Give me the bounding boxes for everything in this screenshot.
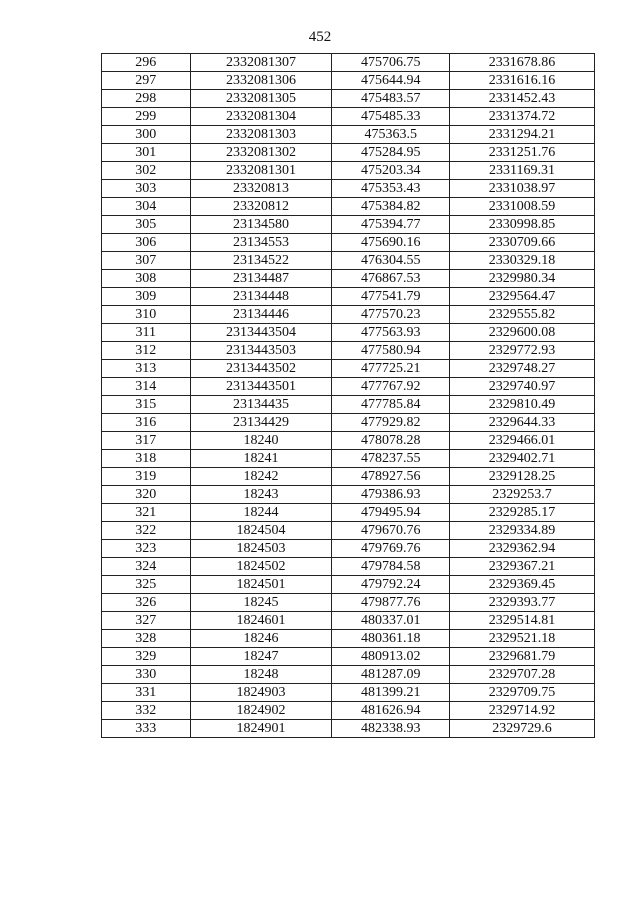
x-coordinate-cell: 477785.84 bbox=[332, 396, 450, 414]
y-coordinate-cell: 2331008.59 bbox=[450, 198, 595, 216]
y-coordinate-cell: 2330998.85 bbox=[450, 216, 595, 234]
point-code-cell: 1824502 bbox=[190, 558, 332, 576]
point-number-cell: 316 bbox=[102, 414, 191, 432]
point-code-cell: 18247 bbox=[190, 648, 332, 666]
point-number-cell: 301 bbox=[102, 144, 191, 162]
point-code-cell: 23320812 bbox=[190, 198, 332, 216]
table-row bbox=[102, 612, 595, 630]
table-row bbox=[102, 396, 595, 414]
point-number-cell: 304 bbox=[102, 198, 191, 216]
x-coordinate-cell: 475284.95 bbox=[332, 144, 450, 162]
table-row bbox=[102, 198, 595, 216]
point-number-cell: 328 bbox=[102, 630, 191, 648]
point-code-cell: 23134429 bbox=[190, 414, 332, 432]
x-coordinate-cell: 475384.82 bbox=[332, 198, 450, 216]
point-number-cell: 305 bbox=[102, 216, 191, 234]
point-code-cell: 23134446 bbox=[190, 306, 332, 324]
y-coordinate-cell: 2331251.76 bbox=[450, 144, 595, 162]
point-number-cell: 307 bbox=[102, 252, 191, 270]
table-row bbox=[102, 576, 595, 594]
table-row bbox=[102, 468, 595, 486]
y-coordinate-cell: 2329285.17 bbox=[450, 504, 595, 522]
point-code-cell: 2332081305 bbox=[190, 90, 332, 108]
point-code-cell: 2313443504 bbox=[190, 324, 332, 342]
table-row bbox=[102, 450, 595, 468]
table-row bbox=[102, 270, 595, 288]
point-number-cell: 300 bbox=[102, 126, 191, 144]
x-coordinate-cell: 480913.02 bbox=[332, 648, 450, 666]
x-coordinate-cell: 475203.34 bbox=[332, 162, 450, 180]
point-code-cell: 23134580 bbox=[190, 216, 332, 234]
point-code-cell: 18243 bbox=[190, 486, 332, 504]
x-coordinate-cell: 479495.94 bbox=[332, 504, 450, 522]
table-row bbox=[102, 54, 595, 72]
table-row bbox=[102, 180, 595, 198]
x-coordinate-cell: 479670.76 bbox=[332, 522, 450, 540]
table-row bbox=[102, 486, 595, 504]
y-coordinate-cell: 2329521.18 bbox=[450, 630, 595, 648]
point-number-cell: 325 bbox=[102, 576, 191, 594]
table-row bbox=[102, 126, 595, 144]
point-code-cell: 2332081304 bbox=[190, 108, 332, 126]
point-code-cell: 23134553 bbox=[190, 234, 332, 252]
table-row bbox=[102, 378, 595, 396]
point-number-cell: 323 bbox=[102, 540, 191, 558]
point-code-cell: 18242 bbox=[190, 468, 332, 486]
y-coordinate-cell: 2330329.18 bbox=[450, 252, 595, 270]
x-coordinate-cell: 479877.76 bbox=[332, 594, 450, 612]
point-code-cell: 23134448 bbox=[190, 288, 332, 306]
y-coordinate-cell: 2329714.92 bbox=[450, 702, 595, 720]
point-number-cell: 313 bbox=[102, 360, 191, 378]
x-coordinate-cell: 475644.94 bbox=[332, 72, 450, 90]
point-code-cell: 1824902 bbox=[190, 702, 332, 720]
table-row bbox=[102, 306, 595, 324]
point-code-cell: 2313443503 bbox=[190, 342, 332, 360]
table-row bbox=[102, 324, 595, 342]
x-coordinate-cell: 476867.53 bbox=[332, 270, 450, 288]
x-coordinate-cell: 475706.75 bbox=[332, 54, 450, 72]
table-row bbox=[102, 342, 595, 360]
table-row bbox=[102, 414, 595, 432]
point-code-cell: 1824504 bbox=[190, 522, 332, 540]
point-code-cell: 2332081306 bbox=[190, 72, 332, 90]
point-number-cell: 299 bbox=[102, 108, 191, 126]
coordinates-table bbox=[101, 53, 595, 738]
point-code-cell: 18245 bbox=[190, 594, 332, 612]
y-coordinate-cell: 2329253.7 bbox=[450, 486, 595, 504]
y-coordinate-cell: 2329740.97 bbox=[450, 378, 595, 396]
x-coordinate-cell: 478927.56 bbox=[332, 468, 450, 486]
table-row bbox=[102, 72, 595, 90]
table-row bbox=[102, 162, 595, 180]
x-coordinate-cell: 477541.79 bbox=[332, 288, 450, 306]
table-body bbox=[102, 54, 595, 738]
point-code-cell: 2313443501 bbox=[190, 378, 332, 396]
point-number-cell: 317 bbox=[102, 432, 191, 450]
x-coordinate-cell: 479769.76 bbox=[332, 540, 450, 558]
point-number-cell: 312 bbox=[102, 342, 191, 360]
table-row bbox=[102, 558, 595, 576]
point-code-cell: 2332081301 bbox=[190, 162, 332, 180]
point-number-cell: 298 bbox=[102, 90, 191, 108]
y-coordinate-cell: 2329128.25 bbox=[450, 468, 595, 486]
y-coordinate-cell: 2330709.66 bbox=[450, 234, 595, 252]
y-coordinate-cell: 2331169.31 bbox=[450, 162, 595, 180]
point-code-cell: 2313443502 bbox=[190, 360, 332, 378]
point-code-cell: 1824903 bbox=[190, 684, 332, 702]
point-code-cell: 1824501 bbox=[190, 576, 332, 594]
point-number-cell: 324 bbox=[102, 558, 191, 576]
y-coordinate-cell: 2329600.08 bbox=[450, 324, 595, 342]
table-row bbox=[102, 234, 595, 252]
x-coordinate-cell: 477580.94 bbox=[332, 342, 450, 360]
x-coordinate-cell: 479792.24 bbox=[332, 576, 450, 594]
y-coordinate-cell: 2329334.89 bbox=[450, 522, 595, 540]
table-row bbox=[102, 522, 595, 540]
point-number-cell: 331 bbox=[102, 684, 191, 702]
point-code-cell: 23134522 bbox=[190, 252, 332, 270]
point-number-cell: 320 bbox=[102, 486, 191, 504]
table-row bbox=[102, 108, 595, 126]
x-coordinate-cell: 477563.93 bbox=[332, 324, 450, 342]
point-code-cell: 2332081302 bbox=[190, 144, 332, 162]
y-coordinate-cell: 2329367.21 bbox=[450, 558, 595, 576]
y-coordinate-cell: 2331616.16 bbox=[450, 72, 595, 90]
y-coordinate-cell: 2329772.93 bbox=[450, 342, 595, 360]
x-coordinate-cell: 478078.28 bbox=[332, 432, 450, 450]
table-row bbox=[102, 144, 595, 162]
point-code-cell: 1824901 bbox=[190, 720, 332, 738]
table-row bbox=[102, 648, 595, 666]
point-number-cell: 322 bbox=[102, 522, 191, 540]
x-coordinate-cell: 481399.21 bbox=[332, 684, 450, 702]
y-coordinate-cell: 2329748.27 bbox=[450, 360, 595, 378]
table-row bbox=[102, 540, 595, 558]
y-coordinate-cell: 2329362.94 bbox=[450, 540, 595, 558]
point-number-cell: 303 bbox=[102, 180, 191, 198]
point-number-cell: 326 bbox=[102, 594, 191, 612]
y-coordinate-cell: 2329564.47 bbox=[450, 288, 595, 306]
x-coordinate-cell: 477725.21 bbox=[332, 360, 450, 378]
table-row bbox=[102, 216, 595, 234]
y-coordinate-cell: 2329729.6 bbox=[450, 720, 595, 738]
point-number-cell: 327 bbox=[102, 612, 191, 630]
x-coordinate-cell: 479386.93 bbox=[332, 486, 450, 504]
point-number-cell: 297 bbox=[102, 72, 191, 90]
x-coordinate-cell: 480337.01 bbox=[332, 612, 450, 630]
table-row bbox=[102, 702, 595, 720]
point-code-cell: 1824503 bbox=[190, 540, 332, 558]
table-row bbox=[102, 90, 595, 108]
point-number-cell: 308 bbox=[102, 270, 191, 288]
x-coordinate-cell: 480361.18 bbox=[332, 630, 450, 648]
table-row bbox=[102, 252, 595, 270]
point-number-cell: 332 bbox=[102, 702, 191, 720]
x-coordinate-cell: 475353.43 bbox=[332, 180, 450, 198]
x-coordinate-cell: 475690.16 bbox=[332, 234, 450, 252]
x-coordinate-cell: 482338.93 bbox=[332, 720, 450, 738]
x-coordinate-cell: 477929.82 bbox=[332, 414, 450, 432]
y-coordinate-cell: 2329681.79 bbox=[450, 648, 595, 666]
x-coordinate-cell: 475485.33 bbox=[332, 108, 450, 126]
y-coordinate-cell: 2329707.28 bbox=[450, 666, 595, 684]
point-code-cell: 18248 bbox=[190, 666, 332, 684]
x-coordinate-cell: 481626.94 bbox=[332, 702, 450, 720]
point-number-cell: 329 bbox=[102, 648, 191, 666]
table-row bbox=[102, 630, 595, 648]
y-coordinate-cell: 2329555.82 bbox=[450, 306, 595, 324]
x-coordinate-cell: 475394.77 bbox=[332, 216, 450, 234]
table-row bbox=[102, 432, 595, 450]
x-coordinate-cell: 479784.58 bbox=[332, 558, 450, 576]
y-coordinate-cell: 2329810.49 bbox=[450, 396, 595, 414]
point-number-cell: 333 bbox=[102, 720, 191, 738]
page-number: 452 bbox=[308, 29, 332, 45]
point-number-cell: 296 bbox=[102, 54, 191, 72]
point-number-cell: 309 bbox=[102, 288, 191, 306]
point-code-cell: 18241 bbox=[190, 450, 332, 468]
x-coordinate-cell: 475483.57 bbox=[332, 90, 450, 108]
y-coordinate-cell: 2329393.77 bbox=[450, 594, 595, 612]
point-number-cell: 314 bbox=[102, 378, 191, 396]
table-row bbox=[102, 504, 595, 522]
y-coordinate-cell: 2329369.45 bbox=[450, 576, 595, 594]
table-row bbox=[102, 360, 595, 378]
y-coordinate-cell: 2331452.43 bbox=[450, 90, 595, 108]
point-number-cell: 318 bbox=[102, 450, 191, 468]
y-coordinate-cell: 2329709.75 bbox=[450, 684, 595, 702]
table-row bbox=[102, 720, 595, 738]
point-code-cell: 1824601 bbox=[190, 612, 332, 630]
point-code-cell: 23134487 bbox=[190, 270, 332, 288]
point-number-cell: 302 bbox=[102, 162, 191, 180]
point-number-cell: 306 bbox=[102, 234, 191, 252]
point-number-cell: 321 bbox=[102, 504, 191, 522]
y-coordinate-cell: 2331374.72 bbox=[450, 108, 595, 126]
point-code-cell: 18246 bbox=[190, 630, 332, 648]
point-code-cell: 2332081307 bbox=[190, 54, 332, 72]
y-coordinate-cell: 2331038.97 bbox=[450, 180, 595, 198]
x-coordinate-cell: 477570.23 bbox=[332, 306, 450, 324]
y-coordinate-cell: 2331678.86 bbox=[450, 54, 595, 72]
point-number-cell: 330 bbox=[102, 666, 191, 684]
point-code-cell: 18244 bbox=[190, 504, 332, 522]
y-coordinate-cell: 2329466.01 bbox=[450, 432, 595, 450]
point-number-cell: 315 bbox=[102, 396, 191, 414]
y-coordinate-cell: 2329514.81 bbox=[450, 612, 595, 630]
table-row bbox=[102, 684, 595, 702]
y-coordinate-cell: 2329402.71 bbox=[450, 450, 595, 468]
table-row bbox=[102, 594, 595, 612]
x-coordinate-cell: 475363.5 bbox=[332, 126, 450, 144]
y-coordinate-cell: 2329980.34 bbox=[450, 270, 595, 288]
y-coordinate-cell: 2331294.21 bbox=[450, 126, 595, 144]
x-coordinate-cell: 481287.09 bbox=[332, 666, 450, 684]
point-code-cell: 23134435 bbox=[190, 396, 332, 414]
x-coordinate-cell: 476304.55 bbox=[332, 252, 450, 270]
table-row bbox=[102, 666, 595, 684]
point-code-cell: 18240 bbox=[190, 432, 332, 450]
point-number-cell: 310 bbox=[102, 306, 191, 324]
y-coordinate-cell: 2329644.33 bbox=[450, 414, 595, 432]
x-coordinate-cell: 478237.55 bbox=[332, 450, 450, 468]
point-number-cell: 319 bbox=[102, 468, 191, 486]
table-row bbox=[102, 288, 595, 306]
point-code-cell: 2332081303 bbox=[190, 126, 332, 144]
point-number-cell: 311 bbox=[102, 324, 191, 342]
point-code-cell: 23320813 bbox=[190, 180, 332, 198]
x-coordinate-cell: 477767.92 bbox=[332, 378, 450, 396]
